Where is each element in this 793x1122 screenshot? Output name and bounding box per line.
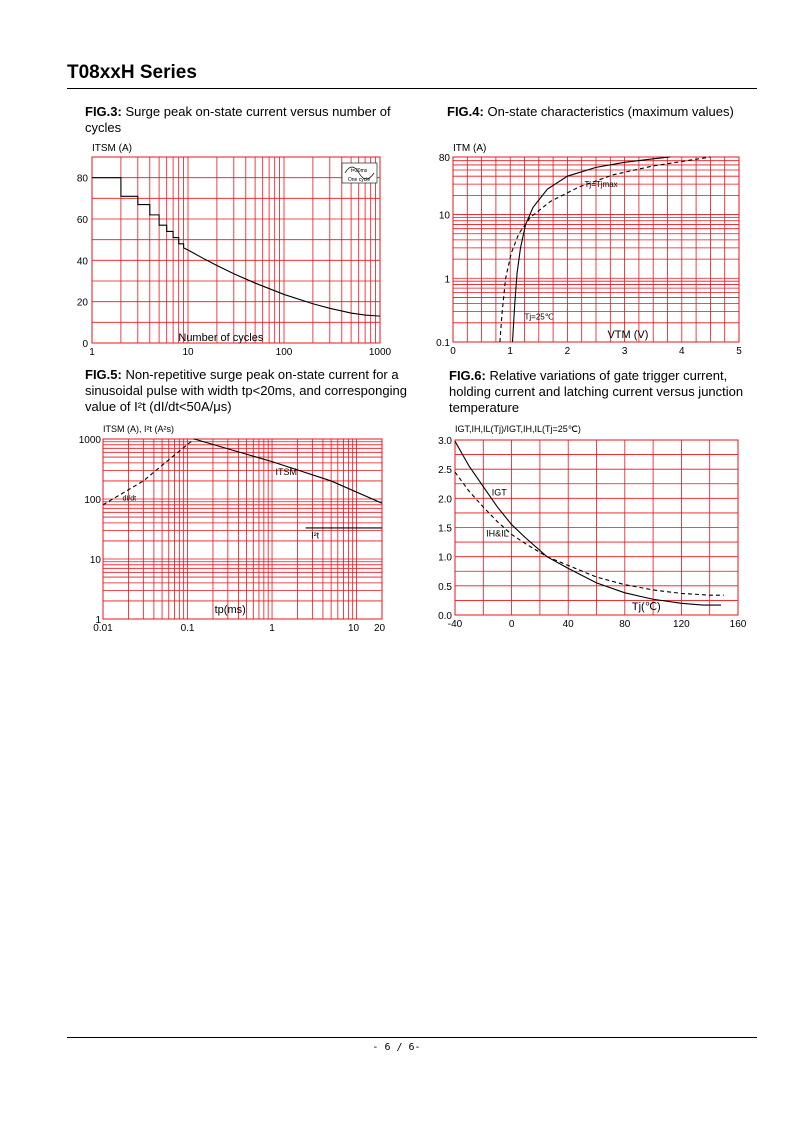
fig5-y-tick-label: 1 <box>95 615 101 626</box>
fig5-y-axis-label: ITSM (A), I²t (A²s) <box>103 424 174 434</box>
fig3-y-tick-label: 40 <box>76 256 88 268</box>
fig6-y-tick-label: 2.5 <box>438 465 452 477</box>
fig4-y-tick-label: 10 <box>438 210 450 222</box>
fig5-y-tick-label: 1000 <box>78 435 101 446</box>
fig4-series-label-tj25: Tj=25℃ <box>524 312 554 322</box>
fig3-x-axis-label: Number of cycles <box>178 332 264 344</box>
fig4-y-tick-label: 80 <box>438 153 450 164</box>
fig6-text: Relative variations of gate trigger current, holding current and latching current versus junction temperature <box>449 368 744 415</box>
fig5-series-label-i2t: I²t <box>311 530 320 541</box>
fig4-y-tick-label: 1 <box>444 274 450 286</box>
fig3-y-tick-label: 80 <box>76 173 88 185</box>
fig4-label: FIG.4: <box>447 104 484 119</box>
fig3-x-tick-label: 10 <box>182 347 194 358</box>
fig5-label: FIG.5: <box>85 367 122 382</box>
fig6-y-axis-label: IGT,IH,IL(Tj)/IGT,IH,IL(Tj=25℃) <box>455 424 581 434</box>
fig3-inset-label-cycle: One cycle <box>347 177 371 183</box>
fig3-y-tick-label: 20 <box>76 297 88 309</box>
fig4-y-tick-label: 0.1 <box>436 338 450 349</box>
fig3-y-tick-label: 60 <box>76 215 88 226</box>
fig3-x-tick-label: 1 <box>89 347 95 358</box>
fig4-x-axis-label: VTM (V) <box>607 329 649 341</box>
fig5-x-axis-label: tp(ms) <box>214 604 246 616</box>
fig3-frame <box>92 157 380 343</box>
fig6-x-tick-label: 40 <box>562 619 574 630</box>
fig4-x-tick-label: 1 <box>507 346 513 357</box>
fig3-y-axis-label: ITSM (A) <box>92 143 132 154</box>
fig6-x-tick-label: 80 <box>619 619 631 630</box>
page-number: - 6 / 6- <box>372 1042 421 1053</box>
fig4-series-label-tjmax: Tj=Tjmax <box>584 180 618 190</box>
fig4-text: On-state characteristics (maximum values) <box>483 104 734 119</box>
fig5-x-tick-label: 10 <box>347 623 360 634</box>
fig5-x-tick-label: 20 <box>374 623 386 634</box>
fig6-series-label-igt: IGT <box>491 487 507 498</box>
fig5-x-tick-label: 0.01 <box>93 623 113 634</box>
fig6-x-axis-label: Tj(℃) <box>631 601 661 613</box>
fig6-y-tick-label: 1.5 <box>438 523 452 535</box>
fig4-x-tick-label: 5 <box>736 346 742 357</box>
fig3-inset-label-period: t=20ms <box>350 168 368 174</box>
fig6-x-tick-label: 160 <box>729 619 747 630</box>
fig6-label: FIG.6: <box>449 368 486 383</box>
fig6-series-label-ihil: IH&IL <box>486 528 509 539</box>
fig5-text: Non-repetitive surge peak on-state current for a sinusoidal pulse with width tp<20ms, and corresponging value of I²t (dI/dt<50A/μs) <box>85 367 407 414</box>
fig4-x-tick-label: 4 <box>679 346 685 357</box>
fig3-label: FIG.3: <box>85 104 122 119</box>
fig4-x-tick-label: 2 <box>564 346 571 357</box>
fig6-y-tick-label: 1.0 <box>438 552 452 564</box>
fig4-x-tick-label: 3 <box>621 346 628 357</box>
fig5-frame <box>103 439 382 619</box>
fig5-x-tick-label: 1 <box>269 623 275 634</box>
fig5-annotation-didt: dI/dt <box>122 495 137 503</box>
fig6-x-tick-label: -40 <box>447 619 463 630</box>
document-title: T08xxH Series <box>67 62 197 83</box>
fig6-x-tick-label: 120 <box>673 619 690 630</box>
fig6-y-tick-label: 0.0 <box>438 611 452 622</box>
fig6-y-tick-label: 2.0 <box>438 494 452 506</box>
fig5-y-tick-label: 100 <box>84 495 101 506</box>
fig5-series-3 <box>103 439 194 505</box>
fig4-x-tick-label: 0 <box>450 346 456 357</box>
fig3-x-tick-label: 1000 <box>368 347 392 358</box>
fig5-y-tick-label: 10 <box>89 555 101 566</box>
fig5-series-label-itsm: ITSM <box>275 467 298 478</box>
fig3-text: Surge peak on-state current versus number of cycles <box>85 104 391 135</box>
fig5-x-tick-label: 0.1 <box>180 623 195 634</box>
fig6-y-tick-label: 3.0 <box>438 436 452 447</box>
fig3-x-tick-label: 100 <box>275 347 293 358</box>
fig4-y-axis-label: ITM (A) <box>453 143 487 154</box>
footer-rule <box>67 1037 757 1038</box>
fig6-y-tick-label: 0.5 <box>438 581 452 593</box>
fig3-y-tick-label: 0 <box>82 339 88 350</box>
fig6-x-tick-label: 0 <box>508 619 515 630</box>
